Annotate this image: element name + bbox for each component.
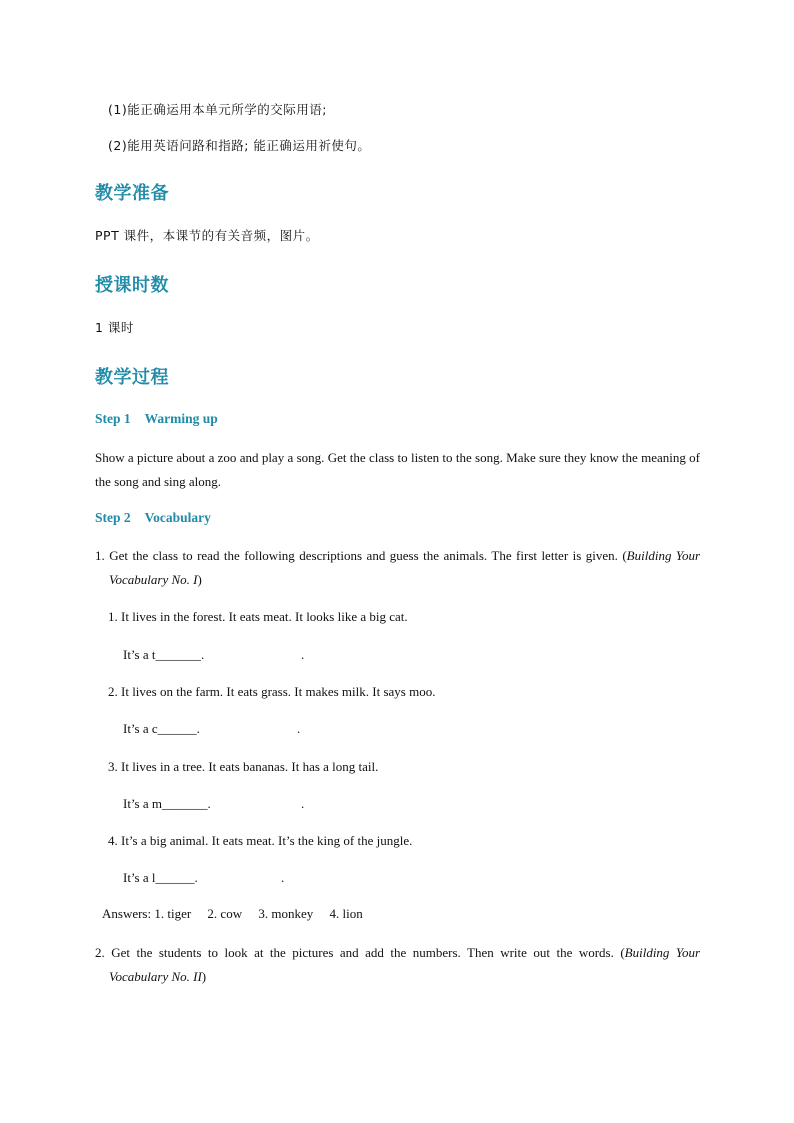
step1-label: Step 1: [95, 411, 131, 426]
answer-end-3: .: [301, 796, 305, 811]
answer-end-4: .: [281, 870, 285, 885]
question-3: 3. It lives in a tree. It eats bananas. It has a long tail.: [108, 759, 379, 774]
task1-reference: Building Your Vocabulary No. I: [109, 548, 701, 587]
answer-blank-4: It’s a l______.: [123, 870, 198, 885]
task2-reference: Building Your Vocabulary No. II: [109, 945, 701, 984]
step1-title: Warming up: [144, 411, 218, 426]
heading-prep: 教学准备: [95, 183, 169, 204]
step1-paragraph: Show a picture about a zoo and play a song. Get the class to listen to the song. Make sure they know the meaning of the song and sing along.: [95, 450, 700, 489]
task1-text: 1. Get the class to read the following descriptions and guess the animals. The first letter is given. (: [95, 548, 627, 563]
task1-close: ): [197, 572, 202, 587]
task2-close: ): [201, 969, 207, 984]
answer-blank-3: It’s a m_______.: [123, 796, 211, 811]
answer-blank-1: It’s a t_______.: [123, 647, 205, 662]
prep-text: PPT 课件，本课节的有关音频，图片。: [95, 228, 319, 243]
task2-paragraph: [95, 941, 700, 989]
step2-label: Step 2: [95, 510, 131, 525]
objective-item-2: (2)能用英语问路和指路; 能正确运用祈使句。: [108, 138, 371, 153]
task1-paragraph: [95, 544, 700, 592]
step2-heading: [95, 510, 211, 526]
answer-blank-2: It’s a c______.: [123, 721, 200, 736]
answer-end-2: .: [297, 721, 301, 736]
question-1: 1. It lives in the forest. It eats meat. It looks like a big cat.: [108, 609, 408, 624]
question-4: 4. It’s a big animal. It eats meat. It’s the king of the jungle.: [108, 833, 413, 848]
step1-heading: [95, 411, 218, 427]
heading-hours: 授课时数: [95, 275, 169, 296]
objective-item-1: (1)能正确运用本单元所学的交际用语;: [108, 102, 327, 117]
answer-end-1: .: [301, 647, 305, 662]
heading-process: 教学过程: [95, 367, 169, 388]
answers-line: Answers: 1. tiger 2. cow 3. monkey 4. lion: [102, 906, 363, 921]
step2-title: Vocabulary: [144, 510, 211, 525]
task2-text: 2. Get the students to look at the pictures and add the numbers. Then write out the words. (: [95, 945, 625, 960]
hours-text: 1 课时: [95, 320, 134, 335]
question-2: 2. It lives on the farm. It eats grass. It makes milk. It says moo.: [108, 684, 436, 699]
